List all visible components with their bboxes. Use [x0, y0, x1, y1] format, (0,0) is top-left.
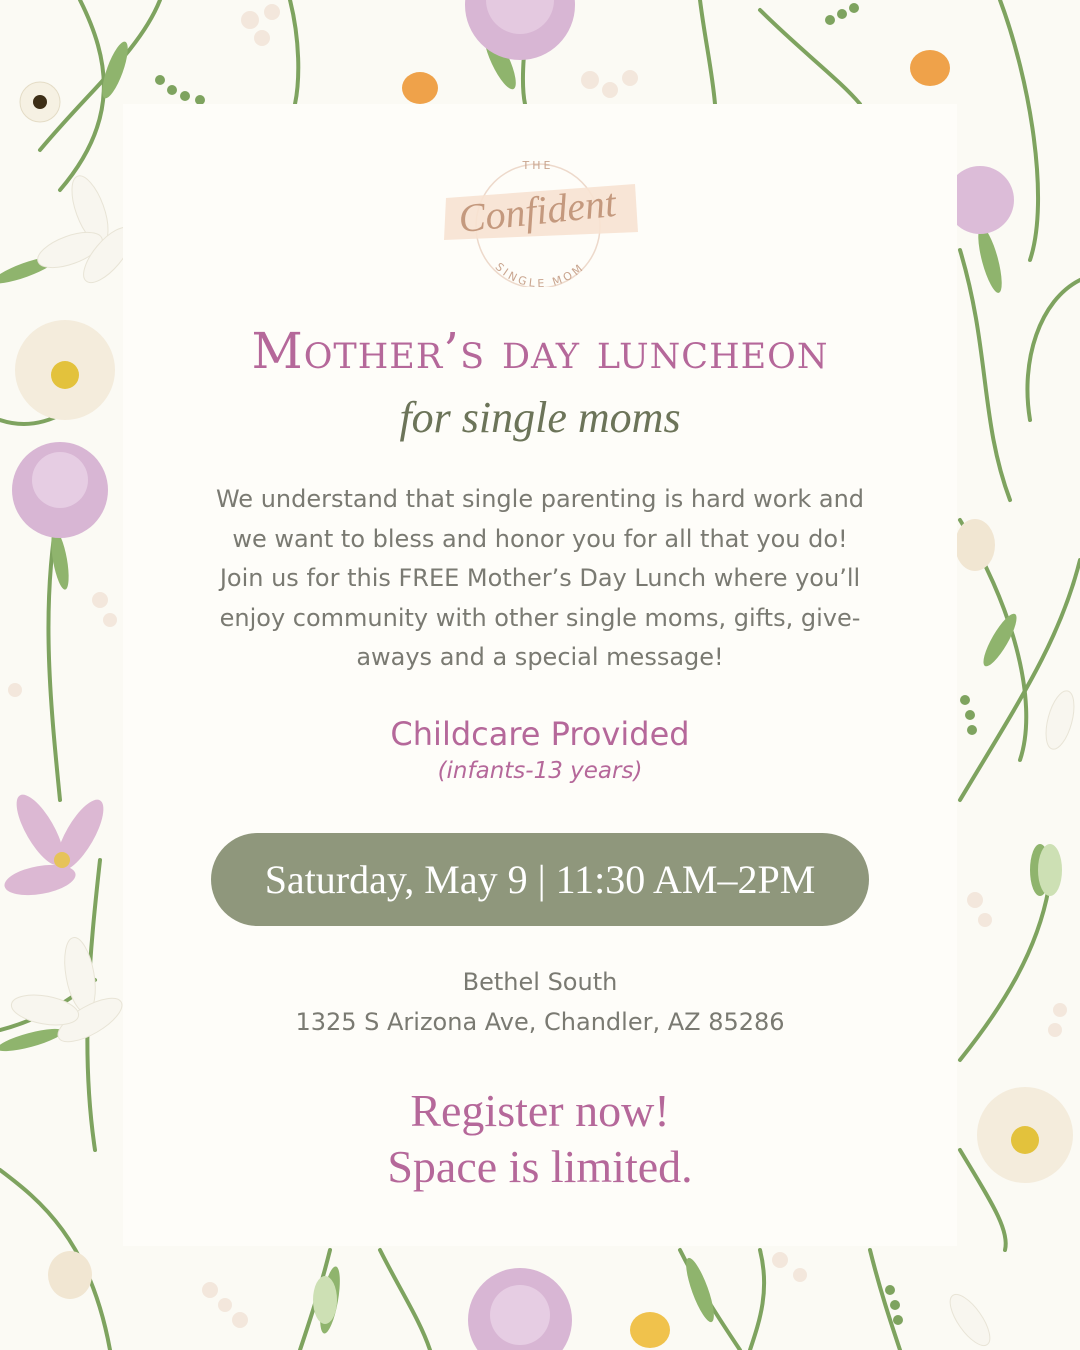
stem: [380, 1250, 430, 1350]
description-line: We understand that single parenting is hard work and: [215, 485, 865, 513]
event-datetime-badge: [211, 833, 869, 926]
venue-name: Bethel South: [462, 968, 618, 996]
childcare-ages: (infants-13 years): [437, 758, 643, 784]
stem: [700, 0, 715, 104]
register-call-to-action: Register now!: [410, 1085, 670, 1136]
small-daisy: [20, 82, 60, 122]
venue-address: 1325 S Arizona Ave, Chandler, AZ 85286: [295, 1008, 785, 1036]
event-subtitle: for single moms: [399, 393, 681, 442]
leaf: [973, 225, 1006, 295]
event-title: Mother’s day luncheon: [251, 322, 829, 380]
event-description: [190, 480, 890, 678]
description-line: enjoy community with other single moms, gifts, give-: [219, 603, 861, 632]
confident-single-mom-logo: [440, 142, 640, 287]
stem: [760, 10, 860, 104]
stem: [290, 0, 298, 104]
logo-top-text: THE: [522, 159, 554, 172]
svg-text:SINGLE MOM: [493, 260, 588, 287]
description-line: we want to bless and honor you for all that you do!: [232, 524, 848, 553]
logo-script-text: Confident: [456, 179, 619, 242]
logo-bottom-text: SINGLE MOM: [492, 260, 588, 287]
stem: [60, 0, 104, 190]
description-line: aways and a special message!: [356, 643, 724, 672]
stem: [750, 1250, 764, 1350]
event-datetime: Saturday, May 9 | 11:30 AM–2PM: [264, 857, 816, 902]
space-limited-note: Space is limited.: [387, 1141, 693, 1192]
description-line: Join us for this FREE Mother’s Day Lunch where you’ll: [219, 564, 861, 593]
childcare-label: Childcare Provided: [390, 715, 690, 753]
leaf: [681, 1255, 719, 1324]
stem: [870, 1250, 900, 1350]
